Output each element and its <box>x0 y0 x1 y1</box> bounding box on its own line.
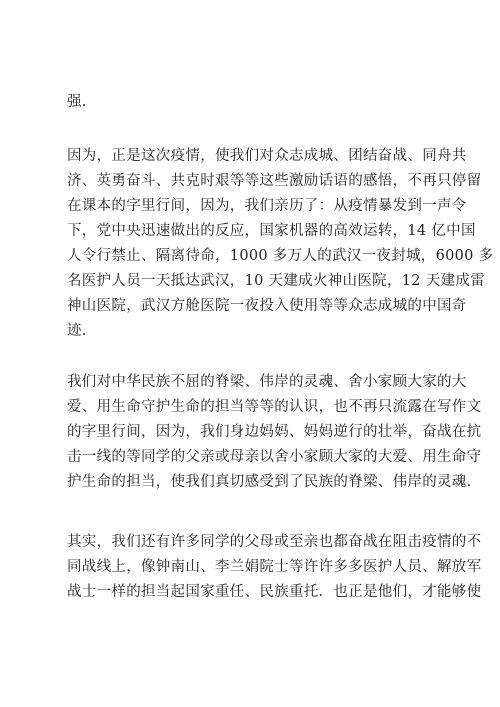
text-line: 的字里行间，因为，我们身边妈妈、妈妈逆行的壮举，奋战在抗 <box>67 424 482 440</box>
text-line: 其实，我们还有许多同学的父母或至亲也都奋战在阻击疫情的不 <box>67 534 482 550</box>
paragraph-national-spirit <box>67 370 482 495</box>
text-line: 在课本的字里行间，因为，我们亲历了：从疫情暴发到一声令 <box>67 198 467 214</box>
text-line: 护生命的担当，使我们真切感受到了民族的脊梁、伟岸的灵魂. <box>67 474 472 490</box>
text-line: 迹. <box>67 323 87 339</box>
text-line: 击一线的等同学的父亲或母亲以舍小家顾大家的大爱、用生命守 <box>67 449 482 465</box>
paragraph-fragment <box>67 90 433 115</box>
text-line: 人令行禁止、隔离待命，1000 多万人的武汉一夜封城，6000 多 <box>67 248 494 264</box>
text-line: 我们对中华民族不屈的脊梁、伟岸的灵魂、舍小家顾大家的大 <box>67 374 467 390</box>
paragraph-frontline-parents <box>67 530 482 605</box>
text-line: 下，党中央迅速做出的反应，国家机器的高效运转，14 亿中国 <box>67 223 476 239</box>
text-line: 因为，正是这次疫情，使我们对众志成城、团结奋战、同舟共 <box>67 148 467 164</box>
text-line: 济、英勇奋斗、共克时艰等等这些激励话语的感悟，不再只停留 <box>67 173 482 189</box>
text-line: 爱、用生命守护生命的担当等等的认识，也不再只流露在写作文 <box>67 399 482 415</box>
text-line: 名医护人员一天抵达武汉，10 天建成火神山医院，12 天建成雷 <box>67 273 485 289</box>
text-line: 神山医院，武汉方舱医院一夜投入使用等等众志成城的中国奇 <box>67 298 467 314</box>
text-line: 同战线上，像钟南山、李兰娟院士等许许多多医护人员、解放军 <box>67 559 482 575</box>
text-line: 强. <box>67 94 87 110</box>
paragraph-epidemic-experience <box>67 144 494 344</box>
text-line: 战士一样的担当起国家重任、民族重托．也正是他们，才能够使 <box>67 584 482 600</box>
